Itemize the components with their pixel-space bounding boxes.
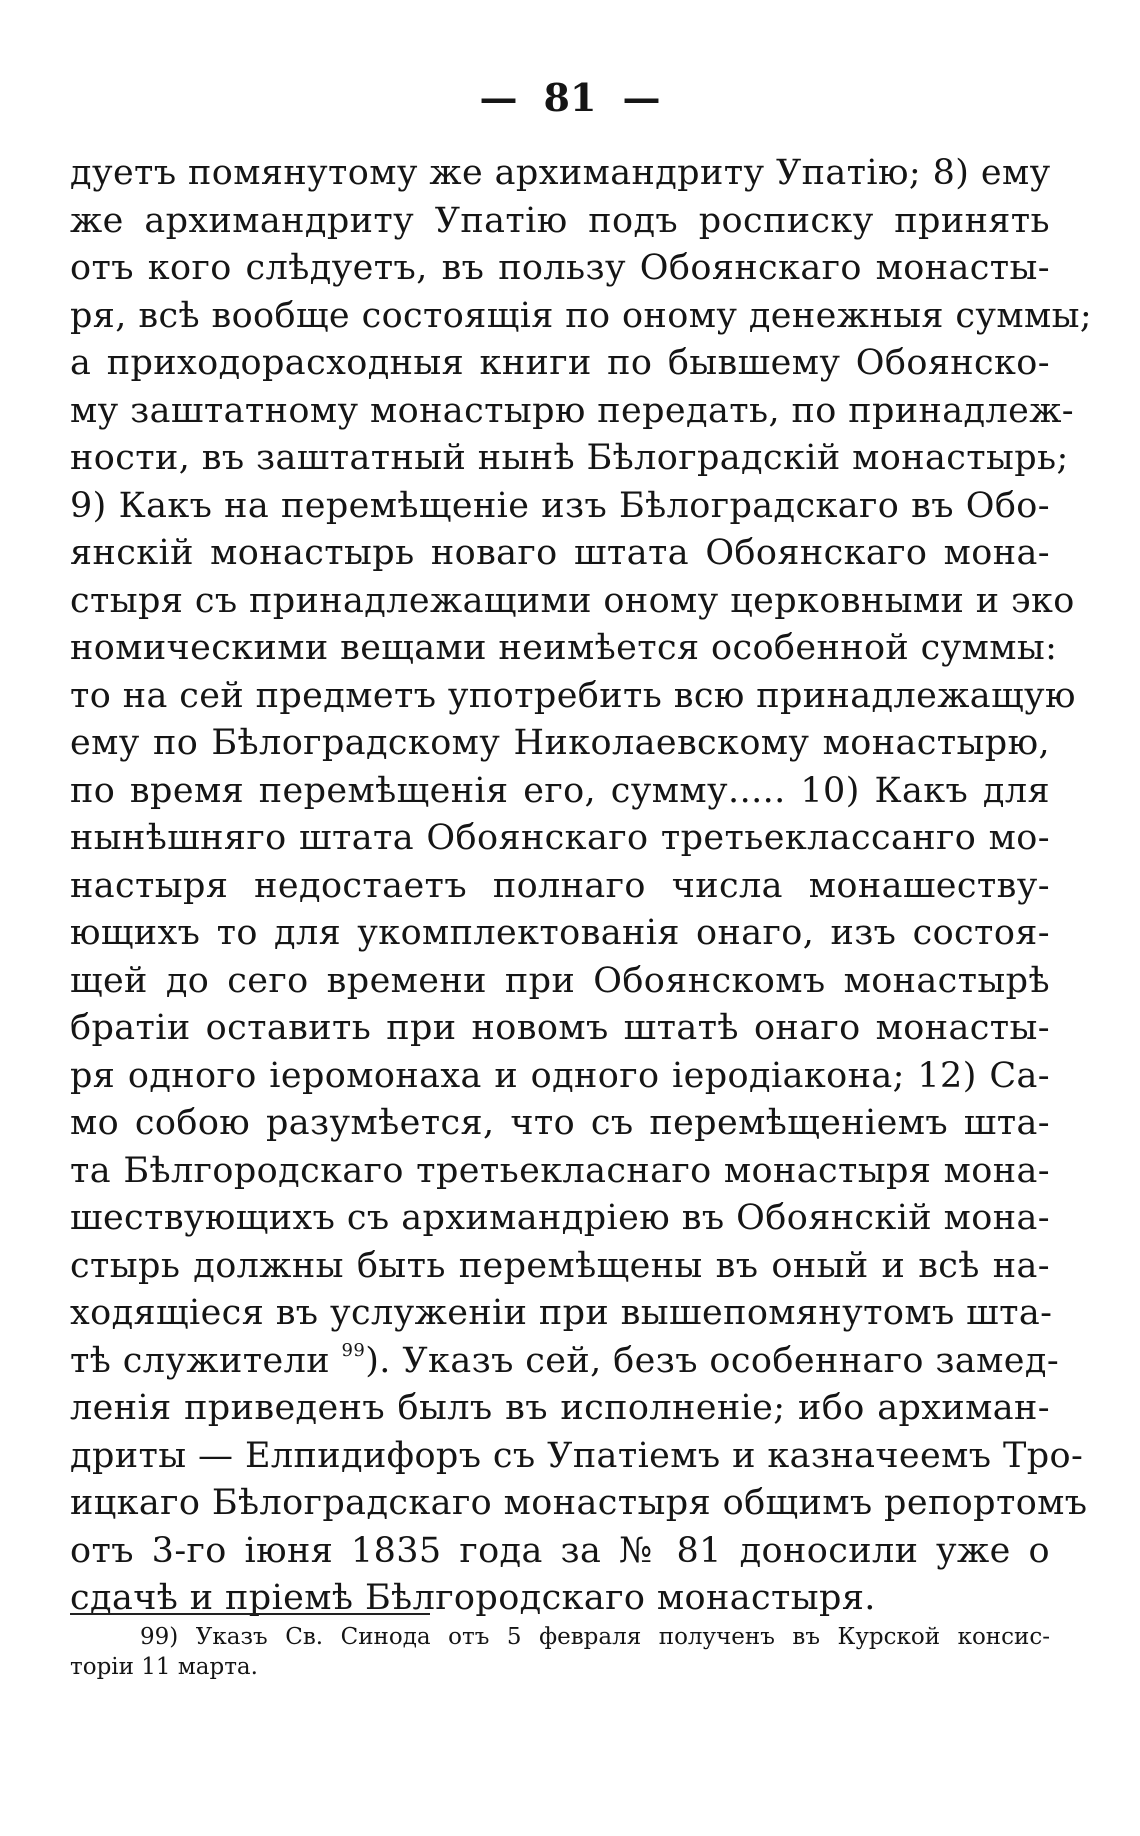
text-line: ленія приведенъ былъ въ исполненіе; ибо архиман- <box>70 1388 1050 1428</box>
footnote-line: 99) Указъ Св. Синода отъ 5 февраля полученъ въ Курской консис- <box>140 1624 1050 1650</box>
text-line: стыря съ принадлежащими оному церковными и эко <box>70 580 1075 621</box>
text-line: а приходорасходныя книги по бывшему Обоянско- <box>70 343 1050 383</box>
header-dash-right: — <box>622 75 661 120</box>
text-line: дриты — Елпидифоръ съ Упатіемъ и казначеемъ Тро- <box>70 1435 1084 1476</box>
text-line: ходящіеся въ услуженіи при вышепомянутомъ шта- <box>70 1293 1053 1333</box>
text-line: настыря недостаетъ полнаго числа монашеству- <box>70 865 1050 906</box>
text-line: 9) Какъ на перемѣщеніе изъ Бѣлоградскаго въ Обо- <box>70 485 1050 526</box>
text-line: щей до сего времени при Обоянскомъ монастырѣ <box>70 960 1050 1001</box>
page-number: 81 <box>543 75 597 120</box>
text-line: шествующихъ съ архимандріею въ Обоянскій мона- <box>70 1198 1050 1238</box>
text-fragment: ). Указъ сей, безъ особеннаго замед- <box>365 1340 1060 1381</box>
body-text <box>70 150 1093 1623</box>
header-dash-left: — <box>479 75 518 120</box>
text-fragment: тѣ служители <box>70 1340 330 1381</box>
footnote-line: торіи 11 марта. <box>70 1654 258 1680</box>
text-line: отъ 3-го іюня 1835 года за № 81 доносили уже о <box>70 1530 1050 1571</box>
text-line: янскій монастырь новаго штата Обоянскаго мона- <box>70 533 1050 573</box>
text-line: та Бѣлгородскаго третьекласнаго монастыря мона- <box>70 1150 1050 1191</box>
text-line: по время перемѣщенія его, сумму..... 10) Какъ для <box>70 770 1050 811</box>
footnote-divider <box>70 1613 430 1615</box>
text-line: то на сей предметъ употребить всю принадлежащую <box>70 675 1076 716</box>
text-line: нынѣшняго штата Обоянскаго третьеклассанго мо- <box>70 818 1050 858</box>
footnote-reference: 99 <box>341 1339 366 1361</box>
text-line: стырь должны быть перемѣщены въ оный и всѣ на- <box>70 1245 1050 1286</box>
page-header <box>0 68 1140 128</box>
text-line-with-footnote-ref <box>70 1338 1060 1386</box>
text-line: дуетъ помянутому же архимандриту Упатію; 8) ему <box>70 153 1051 193</box>
text-line: ря, всѣ вообще состоящія по оному денежныя суммы; <box>70 295 1093 336</box>
text-line: ему по Бѣлоградскому Николаевскому монастырю, <box>70 723 1050 763</box>
text-line: же архимандриту Упатію подъ росписку принять <box>70 200 1050 241</box>
text-line: ющихъ то для укомплектованія онаго, изъ состоя- <box>70 913 1050 953</box>
text-line: мо собою разумѣется, что съ перемѣщеніемъ шта- <box>70 1103 1050 1143</box>
text-line: отъ кого слѣдуетъ, въ пользу Обоянскаго монасты- <box>70 248 1050 288</box>
text-line: сдачѣ и пріемѣ Бѣлгородскаго монастыря. <box>70 1578 876 1618</box>
text-line: ности, въ заштатный нынѣ Бѣлоградскій монастырь; <box>70 438 1069 478</box>
text-line: му заштатному монастырю передать, по принадлеж- <box>70 390 1075 431</box>
footnote <box>70 1622 1050 1682</box>
text-line: ря одного іеромонаха и одного іеродіакона; 12) Са- <box>70 1055 1050 1096</box>
text-line: номическими вещами неимѣется особенной суммы: <box>70 628 1058 668</box>
text-line: ицкаго Бѣлоградскаго монастыря общимъ репортомъ <box>70 1483 1088 1523</box>
text-line: братіи оставить при новомъ штатѣ онаго монасты- <box>70 1008 1050 1048</box>
